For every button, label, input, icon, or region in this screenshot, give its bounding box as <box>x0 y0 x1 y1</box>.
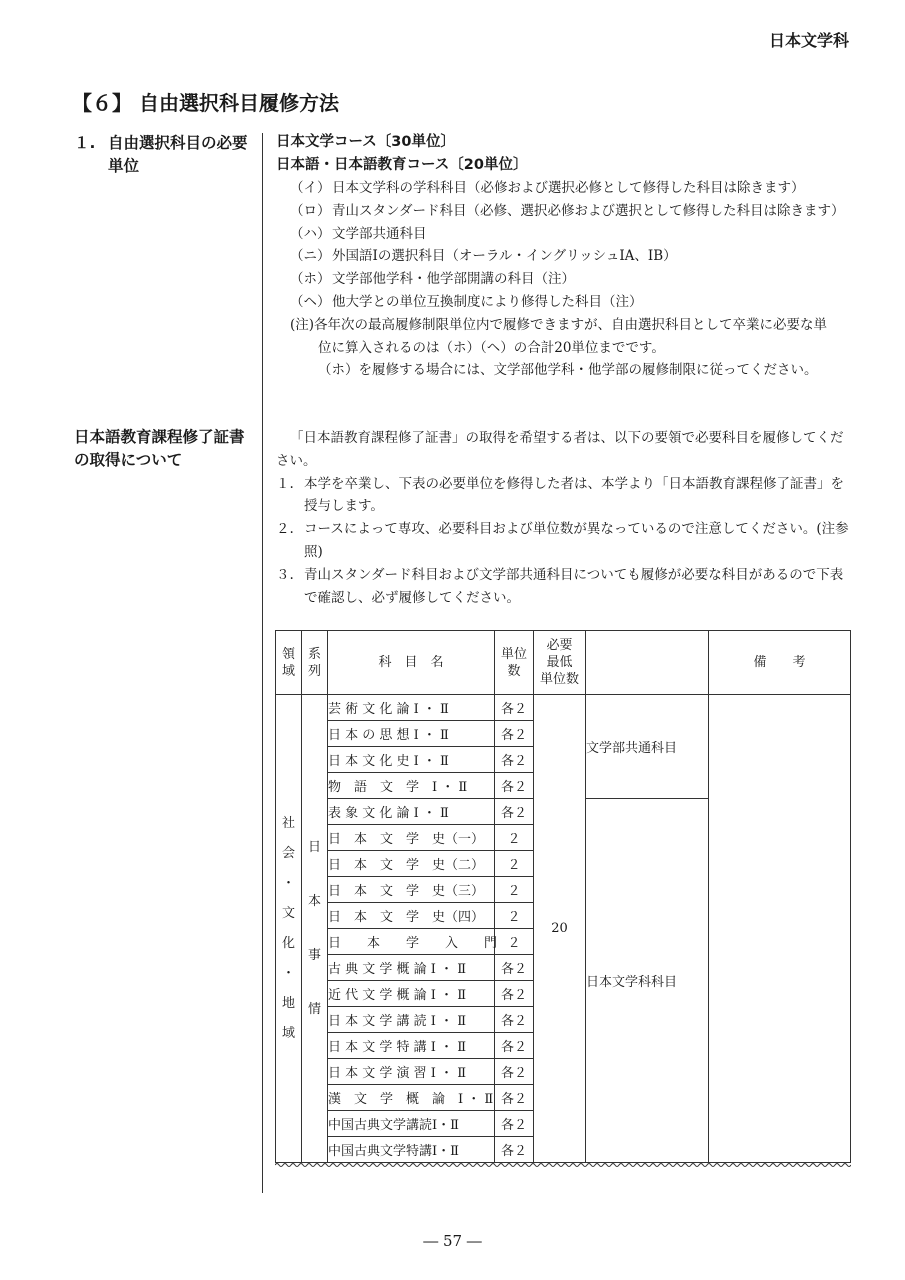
subject-cell: 日 本 文 学 史（三） <box>328 877 495 903</box>
domain-char: 化 <box>281 935 295 951</box>
series-char: 本 <box>307 893 321 909</box>
part2-heading-line1: 日本語教育課程修了証書 <box>74 428 245 446</box>
units-cell: 各２ <box>495 1137 534 1163</box>
subject-cell: 芸 術 文 化 論 Ⅰ ・ Ⅱ <box>328 695 495 721</box>
list-item <box>276 473 852 519</box>
domain-char: 域 <box>281 1025 295 1041</box>
header-subject: 科 目 名 <box>328 631 495 695</box>
units-cell: ２ <box>495 851 534 877</box>
series-char: 情 <box>307 1001 321 1017</box>
part2-heading <box>74 426 264 472</box>
domain-char: 地 <box>281 995 295 1011</box>
part1-heading <box>74 132 264 178</box>
item-key: （ヘ） <box>290 293 331 310</box>
subject-cell: 古 典 文 学 概 論 Ⅰ ・ Ⅱ <box>328 955 495 981</box>
list-item <box>276 245 856 268</box>
category-common: 文学部共通科目 <box>586 695 709 799</box>
item-text: 日本文学科の学科科目（必修および選択必修として修得した科目は除きます） <box>332 180 805 196</box>
item-key: （ニ） <box>290 248 331 265</box>
part1-heading-line2: 単位 <box>108 157 140 175</box>
requirements-table <box>275 630 851 1163</box>
item-key: （ロ） <box>290 202 331 219</box>
category-department: 日本文学科科目 <box>586 799 709 1163</box>
item-text: 他大学との単位互換制度により修得した科目（注） <box>332 293 643 310</box>
part1-number: １. <box>74 134 96 152</box>
column-divider <box>262 133 263 1193</box>
units-cell: ２ <box>495 825 534 851</box>
subject-cell: 中国古典文学講読Ⅰ・Ⅱ <box>328 1111 495 1137</box>
list-number: ２. <box>276 521 294 538</box>
subject-cell: 日 本 学 入 門 <box>328 929 495 955</box>
domain-cell <box>276 695 302 1163</box>
units-cell: 各２ <box>495 799 534 825</box>
units-cell: 各２ <box>495 1059 534 1085</box>
list-item <box>276 268 856 291</box>
subject-cell: 日 本 文 学 講 読 Ⅰ ・ Ⅱ <box>328 1007 495 1033</box>
list-item <box>276 177 856 200</box>
list-number: １. <box>276 475 294 492</box>
section-title: 【６】 自由選択科目履修方法 <box>72 91 339 115</box>
units-cell: 各２ <box>495 747 534 773</box>
course-japanese-literature: 日本文学コース〔30単位〕 <box>276 134 455 150</box>
series-cell <box>302 695 328 1163</box>
units-cell: ２ <box>495 877 534 903</box>
subject-cell: 日 本 文 学 史（二） <box>328 851 495 877</box>
note-line3: （ホ）を履修する場合には、文学部他学科・他学部の履修制限に従ってください。 <box>318 362 818 379</box>
units-cell: ２ <box>495 903 534 929</box>
item-text: 文学部他学科・他学部開講の科目（注） <box>332 271 575 288</box>
list-item <box>276 200 856 223</box>
list-item <box>276 291 856 314</box>
remarks-cell <box>709 695 851 1163</box>
department-label: 日本文学科 <box>768 31 849 50</box>
note-line2: 位に算入されるのは（ホ）（ヘ）の合計20単位までです。 <box>318 339 665 356</box>
subject-cell: 日 本 文 学 特 講 Ⅰ ・ Ⅱ <box>328 1033 495 1059</box>
units-cell: 各２ <box>495 1111 534 1137</box>
part2-heading-line2: の取得について <box>74 451 183 469</box>
units-cell: 各２ <box>495 1085 534 1111</box>
units-cell: 各２ <box>495 721 534 747</box>
subject-cell: 日 本 文 学 史（一） <box>328 825 495 851</box>
list-number: ３. <box>276 566 294 583</box>
header-remarks: 備 考 <box>709 631 851 695</box>
part1-heading-line1: 自由選択科目の必要 <box>108 134 248 152</box>
subject-cell: 日 本 文 化 史 Ⅰ ・ Ⅱ <box>328 747 495 773</box>
note-line1: (注)各年次の最高履修制限単位内で履修できますが、自由選択科目として卒業に必要な単 <box>290 316 828 333</box>
list-item <box>276 518 852 564</box>
table-cut-line <box>275 1161 851 1169</box>
subject-cell: 表 象 文 化 論 Ⅰ ・ Ⅱ <box>328 799 495 825</box>
part2-body <box>276 427 852 609</box>
subject-cell: 物 語 文 学 Ⅰ ・ Ⅱ <box>328 773 495 799</box>
subject-cell: 近 代 文 学 概 論 Ⅰ ・ Ⅱ <box>328 981 495 1007</box>
domain-char: 会 <box>281 845 295 861</box>
subject-cell: 日 本 文 学 演 習 Ⅰ ・ Ⅱ <box>328 1059 495 1085</box>
units-cell: 各２ <box>495 981 534 1007</box>
page-number: ― 57 ― <box>423 1232 482 1250</box>
domain-char: ・ <box>281 965 295 981</box>
domain-char: 社 <box>281 815 295 831</box>
item-text: 文学部共通科目 <box>332 225 427 242</box>
domain-char: ・ <box>281 875 295 891</box>
part1-body <box>276 131 856 382</box>
list-item <box>276 564 852 610</box>
units-cell: ２ <box>495 929 534 955</box>
subject-cell: 日 本 文 学 史（四） <box>328 903 495 929</box>
item-text: 外国語Ⅰの選択科目（オーラル・イングリッシュⅠA、ⅠB） <box>332 248 677 265</box>
header-units: 単位 数 <box>495 631 534 695</box>
header-series: 系 列 <box>302 631 328 695</box>
header-min-units: 必要 最低 単位数 <box>534 631 586 695</box>
list-text: コースによって専攻、必要科目および単位数が異なっているので注意してください。(注参照) <box>304 521 849 560</box>
list-text: 青山スタンダード科目および文学部共通科目についても履修が必要な科目があるので下表で確認し、必ず履修してください。 <box>304 566 844 606</box>
min-units-cell: 20 <box>534 695 586 1163</box>
units-cell: 各２ <box>495 1007 534 1033</box>
header-domain: 領 域 <box>276 631 302 695</box>
units-cell: 各２ <box>495 1033 534 1059</box>
subject-cell: 日 本 の 思 想 Ⅰ ・ Ⅱ <box>328 721 495 747</box>
units-cell: 各２ <box>495 773 534 799</box>
part2-intro: 「日本語教育課程修了証書」の取得を希望する者は、以下の要領で必要科目を履修してください。 <box>276 430 844 469</box>
subject-cell: 中国古典文学特講Ⅰ・Ⅱ <box>328 1137 495 1163</box>
item-text: 青山スタンダード科目（必修、選択必修および選択として修得した科目は除きます） <box>332 202 845 219</box>
domain-char: 文 <box>281 905 295 921</box>
header-category <box>586 631 709 695</box>
course-japanese-language-education: 日本語・日本語教育コース〔20単位〕 <box>276 157 528 173</box>
series-char: 事 <box>307 947 321 963</box>
item-key: （ホ） <box>290 271 331 288</box>
table-row <box>276 695 851 721</box>
series-char: 日 <box>307 839 321 855</box>
units-cell: 各２ <box>495 955 534 981</box>
units-cell: 各２ <box>495 695 534 721</box>
item-key: （イ） <box>290 180 331 196</box>
list-text: 本学を卒業し、下表の必要単位を修得した者は、本学より「日本語教育課程修了証書」を授与します。 <box>304 475 844 515</box>
subject-cell: 漢 文 学 概 論 Ⅰ ・ Ⅱ <box>328 1085 495 1111</box>
list-item <box>276 223 856 246</box>
table-header-row <box>276 631 851 695</box>
item-key: （ハ） <box>290 225 331 242</box>
